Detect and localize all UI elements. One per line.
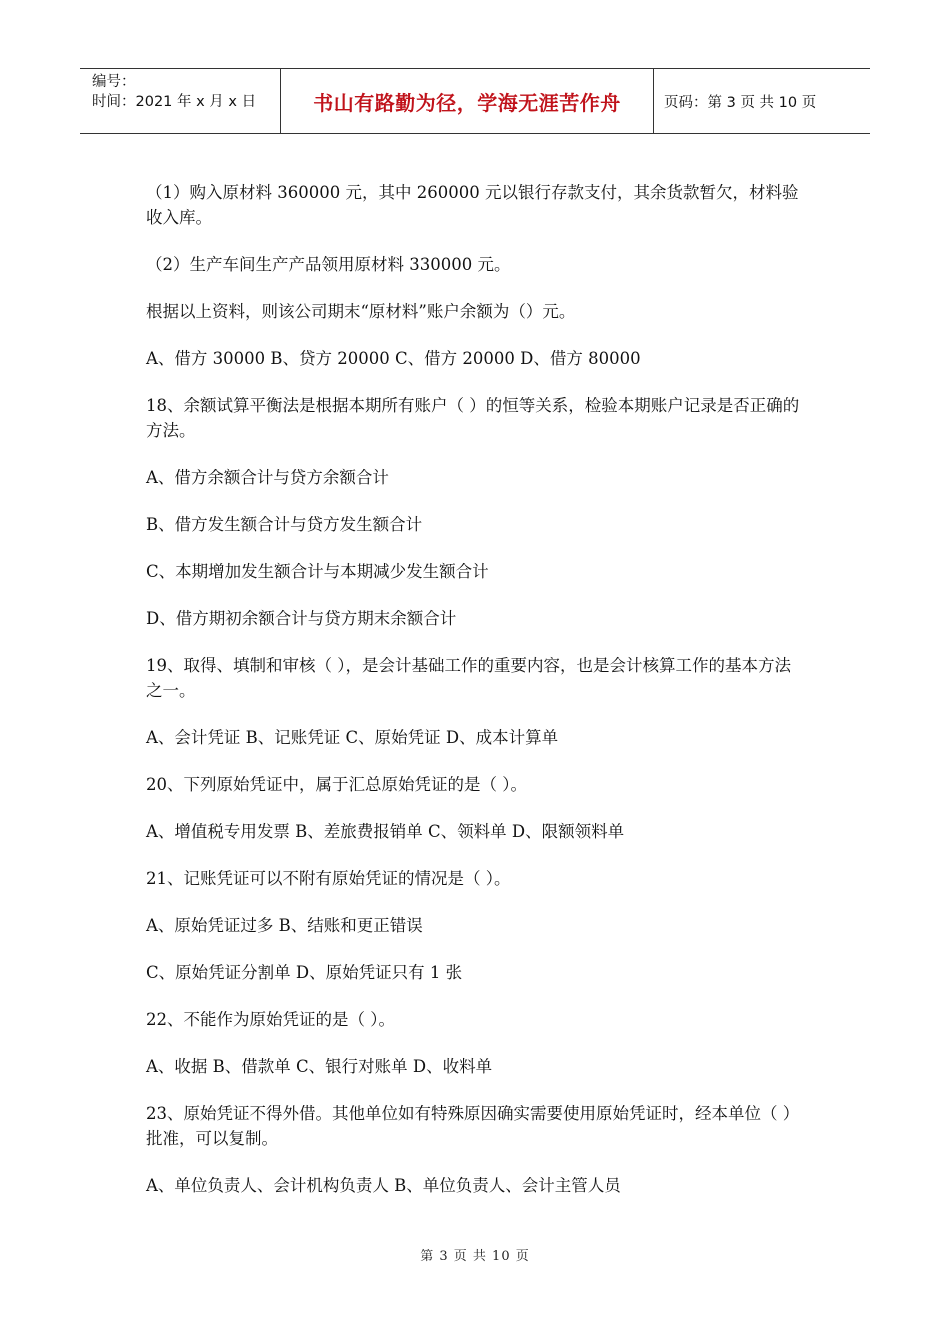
page-footer: 第 3 页 共 10 页 (420, 1249, 530, 1264)
header-motto: 书山有路勤为径，学海无涯苦作舟 (281, 69, 654, 133)
answer-options: A、借方 30000 B、贷方 20000 C、借方 20000 D、借方 80000 (146, 349, 641, 368)
answer-options: A、增值税专用发票 B、差旅费报销单 C、领料单 D、限额领料单 (146, 822, 625, 841)
question: 20、下列原始凭证中，属于汇总原始凭证的是（ ）。 (146, 775, 527, 794)
answer-options: C、原始凭证分割单 D、原始凭证只有 1 张 (146, 963, 463, 982)
answer-option: B、借方发生额合计与贷方发生额合计 (146, 515, 423, 534)
document-date-label: 时间：2021 年 x 月 x 日 (92, 94, 257, 110)
page-header (80, 68, 870, 134)
question: 19、取得、填制和审核（ ），是会计基础工作的重要内容，也是会计核算工作的基本方法之一。 (146, 656, 791, 700)
header-page-info: 页码：第 3 页 共 10 页 (664, 94, 817, 111)
paragraph: （2）生产车间生产产品领用原材料 330000 元。 (146, 255, 511, 274)
answer-option: C、本期增加发生额合计与本期减少发生额合计 (146, 562, 489, 581)
paragraph: （1）购入原材料 360000 元，其中 260000 元以银行存款支付，其余货款暂欠，材料验收入库。 (146, 183, 799, 227)
answer-options: A、单位负责人、会计机构负责人 B、单位负责人、会计主管人员 (146, 1176, 621, 1195)
document-number-label: 编号： (92, 74, 136, 90)
header-meta (80, 69, 281, 133)
question: 22、不能作为原始凭证的是（ ）。 (146, 1010, 395, 1029)
answer-options: A、收据 B、借款单 C、银行对账单 D、收料单 (146, 1057, 493, 1076)
answer-option: D、借方期初余额合计与贷方期末余额合计 (146, 609, 457, 628)
paragraph: 根据以上资料，则该公司期末“原材料”账户余额为（）元。 (146, 302, 576, 321)
answer-options: A、原始凭证过多 B、结账和更正错误 (146, 916, 423, 935)
answer-options: A、会计凭证 B、记账凭证 C、原始凭证 D、成本计算单 (146, 728, 559, 747)
answer-option: A、借方余额合计与贷方余额合计 (146, 468, 389, 487)
question: 21、记账凭证可以不附有原始凭证的情况是（ ）。 (146, 869, 511, 888)
question: 18、余额试算平衡法是根据本期所有账户（ ）的恒等关系，检验本期账户记录是否正确的方法。 (146, 396, 800, 440)
question: 23、原始凭证不得外借。其他单位如有特殊原因确实需要使用原始凭证时，经本单位（ ）批准，可以复制。 (146, 1104, 800, 1148)
document-body (146, 180, 806, 1220)
